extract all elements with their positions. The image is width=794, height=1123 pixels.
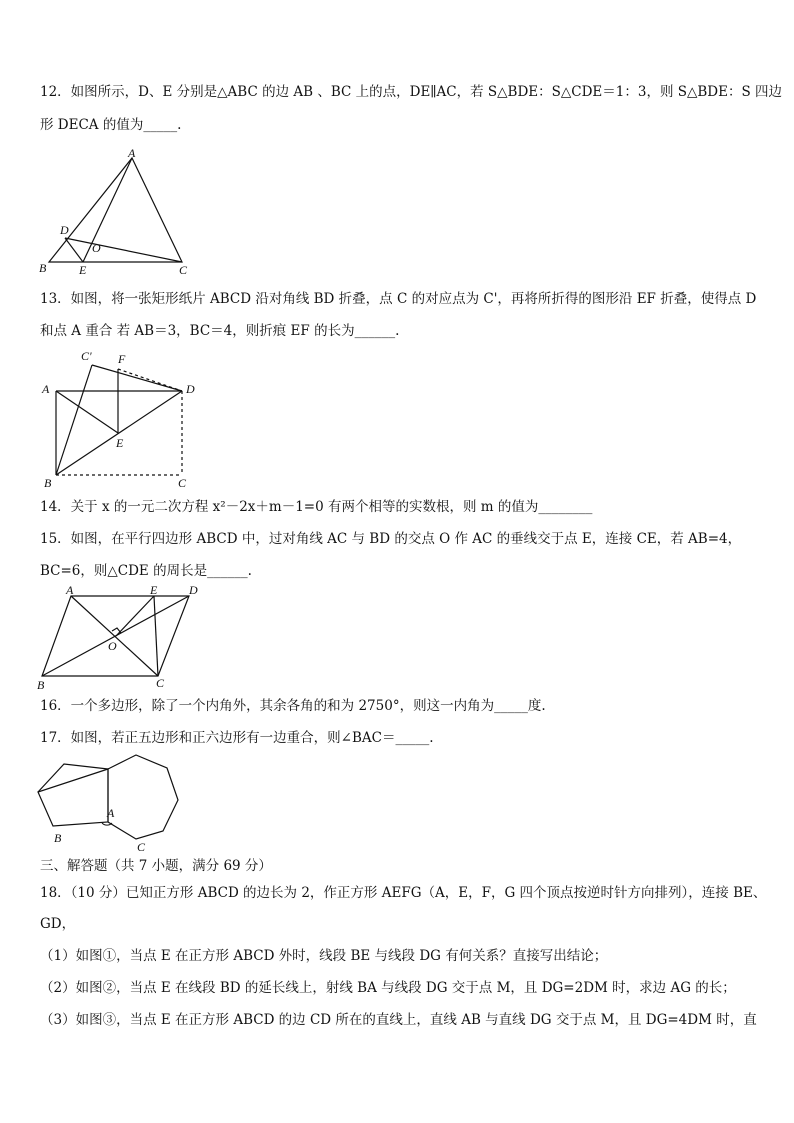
- q12-label-C: C: [179, 263, 188, 277]
- q18-part3: （3）如图③，当点 E 在正方形 ABCD 的边 CD 所在的直线上，直线 AB 与直线 DG 交于点 M，且 DG=4DM 时，直: [40, 1012, 757, 1028]
- q13-label-D: D: [186, 382, 195, 396]
- q12-triangle-figure: [34, 146, 199, 281]
- q17-pentagon-hexagon-figure: [32, 752, 192, 852]
- q18-text-line2: GD，: [40, 916, 76, 932]
- section3-heading: 三、解答题（共 7 小题，满分 69 分）: [40, 858, 272, 874]
- q12-label-B: B: [39, 261, 47, 275]
- q13-label-F: F: [118, 352, 126, 366]
- q13-label-A: A: [42, 382, 50, 396]
- q13-label-E: E: [116, 436, 124, 450]
- q15-label-B: B: [37, 678, 45, 692]
- q15-label-E: E: [150, 584, 158, 597]
- q15-label-D: D: [189, 584, 198, 597]
- q18-text-line1: 18．（10 分）已知正方形 ABCD 的边长为 2，作正方形 AEFG（A，E，F，G 四个顶点按逆时针方向排列），连接 BE、: [40, 885, 767, 901]
- q13-text-line2: 和点 A 重合 若 AB＝3，BC＝4，则折痕 EF 的长为______.: [40, 323, 400, 339]
- q15-parallelogram-figure: [34, 584, 209, 694]
- q13-label-C: C: [178, 476, 187, 490]
- q18-part2: （2）如图②，当点 E 在线段 BD 的延长线上，射线 BA 与线段 DG 交于点 M，且 DG=2DM 时，求边 AG 的长；: [40, 980, 736, 996]
- q17-label-A: A: [107, 806, 115, 820]
- q12-label-A: A: [128, 146, 136, 160]
- q13-label-C-prime: C': [81, 349, 92, 363]
- q17-label-C: C: [137, 840, 146, 852]
- q14-text-line1: 14．关于 x 的一元二次方程 x²－2x＋m－1=0 有两个相等的实数根，则 m 的值为________: [40, 499, 593, 515]
- q15-label-A: A: [66, 584, 74, 597]
- q15-label-O: O: [108, 639, 117, 653]
- q13-label-B: B: [44, 476, 52, 490]
- q15-text-line2: BC=6，则△CDE 的周长是______.: [40, 563, 252, 579]
- q16-text-line1: 16．一个多边形，除了一个内角外，其余各角的和为 2750°，则这一内角为_____度.: [40, 698, 546, 714]
- q13-rectangle-figure: [36, 347, 206, 492]
- q13-text-line1: 13．如图，将一张矩形纸片 ABCD 沿对角线 BD 折叠，点 C 的对应点为 C'，再将所折得的图形沿 EF 折叠，使得点 D: [40, 291, 757, 307]
- q17-text-line1: 17．如图，若正五边形和正六边形有一边重合，则∠BAC＝_____.: [40, 730, 434, 746]
- q12-label-E: E: [79, 263, 87, 277]
- q12-label-O: O: [92, 241, 101, 255]
- q12-text-line1: 12．如图所示，D、E 分别是△ABC 的边 AB 、BC 上的点，DE∥AC，若 S△BDE：S△CDE＝1：3，则 S△BDE：S 四边: [40, 84, 783, 100]
- q15-label-C: C: [156, 676, 165, 690]
- q12-text-line2: 形 DECA 的值为_____.: [40, 117, 182, 133]
- q18-part1: （1）如图①，当点 E 在正方形 ABCD 外时，线段 BE 与线段 DG 有何关系？直接写出结论；: [40, 948, 608, 964]
- q15-text-line1: 15．如图，在平行四边形 ABCD 中，过对角线 AC 与 BD 的交点 O 作 AC 的垂线交于点 E，连接 CE，若 AB=4，: [40, 531, 742, 547]
- q12-label-D: D: [60, 223, 69, 237]
- q17-label-B: B: [54, 831, 62, 845]
